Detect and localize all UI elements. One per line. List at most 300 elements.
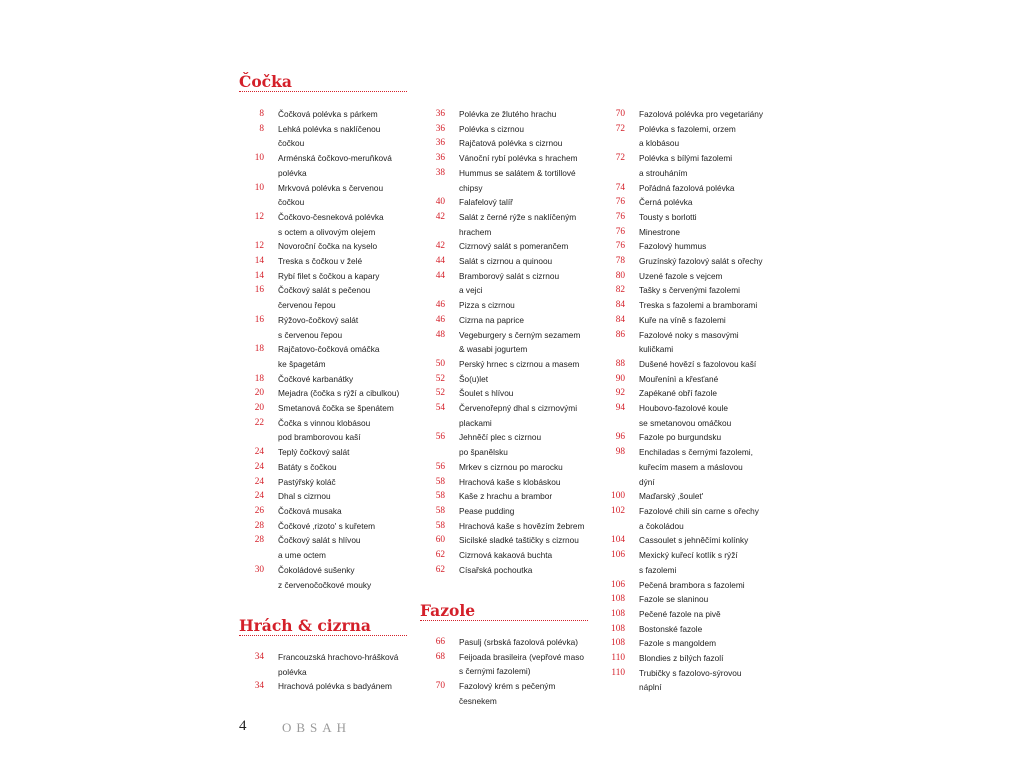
page-ref: 40	[435, 197, 445, 208]
toc-entry[interactable]	[600, 504, 790, 533]
page-ref: 70	[615, 109, 625, 119]
recipe-title	[459, 328, 580, 357]
section-divider	[239, 635, 407, 636]
toc-entry[interactable]	[420, 122, 600, 137]
recipe-title	[278, 489, 331, 504]
recipe-title-line: Pasulj (srbská fazolová polévka)	[459, 637, 578, 647]
toc-entry[interactable]	[420, 136, 600, 151]
toc-entry[interactable]	[239, 519, 415, 534]
recipe-title-line: Hrachová kaše s klobáskou	[459, 476, 561, 487]
recipe-title-line: a vejci	[459, 285, 483, 296]
toc-entry[interactable]	[420, 430, 600, 459]
page-ref: 36	[435, 138, 445, 149]
recipe-title-line: Sicilské sladké taštičky s cizrnou	[459, 535, 579, 546]
toc-entry[interactable]	[600, 592, 790, 607]
page-ref: 108	[611, 608, 625, 619]
toc-entry[interactable]	[600, 401, 790, 430]
recipe-title	[639, 239, 706, 254]
page-ref: 86	[615, 329, 625, 340]
recipe-title-line: Cizrnový salát s pomerančem	[459, 241, 569, 252]
page-ref: 108	[611, 594, 625, 605]
page-ref: 16	[254, 314, 264, 325]
toc-entry[interactable]	[600, 225, 790, 240]
toc-list-hrach-cizrna	[239, 650, 415, 694]
recipe-title-line: s fazolemi	[639, 564, 677, 575]
recipe-title-line: polévka	[278, 666, 307, 677]
page-ref: 28	[254, 520, 264, 531]
page-ref: 72	[615, 123, 625, 134]
toc-entry[interactable]	[600, 357, 790, 372]
page-ref: 106	[611, 579, 625, 590]
page-ref: 102	[611, 505, 625, 516]
recipe-title-line: Salát z černé rýže s naklíčeným	[459, 211, 577, 222]
recipe-title	[459, 195, 513, 210]
toc-entry[interactable]	[600, 151, 790, 180]
page-ref: 22	[254, 417, 264, 428]
recipe-title	[278, 122, 380, 151]
recipe-title-line: Fazolová polévka pro vegetariány	[639, 109, 764, 119]
toc-entry[interactable]	[420, 239, 600, 254]
page-ref: 20	[254, 388, 264, 399]
recipe-title-line: plackami	[459, 417, 492, 428]
recipe-title	[459, 679, 555, 708]
toc-entry[interactable]	[239, 313, 415, 342]
recipe-title	[278, 416, 370, 445]
recipe-title-line: Čočkový salát s hlívou	[278, 535, 361, 546]
toc-entry[interactable]	[600, 386, 790, 401]
toc-entry[interactable]	[239, 151, 415, 180]
recipe-title	[639, 504, 759, 533]
page-ref: 70	[435, 681, 445, 692]
page-ref: 76	[615, 211, 625, 222]
page-ref: 44	[435, 270, 445, 281]
recipe-title-line: Bostonské fazole	[639, 623, 703, 634]
recipe-title-line: Fazolové noky s masovými	[639, 329, 739, 340]
toc-entry[interactable]	[600, 651, 790, 666]
recipe-title-line: Čočková polévka s párkem	[278, 109, 378, 119]
toc-entry[interactable]	[239, 181, 415, 210]
toc-entry[interactable]	[420, 679, 600, 708]
recipe-title	[459, 650, 584, 679]
page-ref: 104	[611, 535, 625, 546]
recipe-title-line: s černými fazolemi)	[459, 666, 531, 677]
toc-list-hrach-cizrna-cont	[420, 107, 600, 578]
page-label: OBSAH	[282, 720, 352, 735]
page-ref: 76	[615, 241, 625, 252]
recipe-title-line: Tousty s borlotti	[639, 211, 697, 222]
toc-entry[interactable]	[600, 239, 790, 254]
section-title-cocka: Čočka	[239, 72, 292, 91]
recipe-title-line: po španělsku	[459, 447, 508, 458]
page-ref: 34	[254, 652, 264, 662]
recipe-title	[639, 489, 703, 504]
toc-entry[interactable]	[420, 313, 600, 328]
toc-entry[interactable]	[600, 636, 790, 651]
toc-entry[interactable]	[239, 563, 415, 592]
recipe-title	[639, 533, 748, 548]
recipe-title-line: Batáty s čočkou	[278, 461, 337, 472]
recipe-title-line: Blondies z bílých fazolí	[639, 653, 724, 664]
page-ref: 68	[435, 651, 445, 662]
recipe-title	[278, 445, 349, 460]
recipe-title-line: kuřecím masem a máslovou	[639, 461, 743, 472]
page-ref: 58	[435, 476, 445, 487]
toc-entry[interactable]	[420, 298, 600, 313]
toc-entry[interactable]	[239, 650, 415, 679]
toc-entry[interactable]	[239, 386, 415, 401]
toc-entry[interactable]	[600, 269, 790, 284]
recipe-title-line: Polévka s cizrnou	[459, 123, 525, 134]
toc-entry[interactable]	[239, 504, 415, 519]
recipe-title-line: Uzené fazole s vejcem	[639, 270, 723, 281]
recipe-title-line: Treska s čočkou v želé	[278, 256, 363, 267]
recipe-title-line: Zapékané obří fazole	[639, 388, 717, 399]
recipe-title	[459, 533, 579, 548]
page-ref: 90	[615, 373, 625, 384]
toc-entry[interactable]	[420, 195, 600, 210]
recipe-title-line: Minestrone	[639, 226, 681, 237]
toc-entry[interactable]	[420, 328, 600, 357]
toc-entry[interactable]	[420, 151, 600, 166]
recipe-title	[639, 578, 745, 593]
toc-entry[interactable]	[420, 210, 600, 239]
recipe-title-line: Rajčatovo-čočková omáčka	[278, 344, 380, 355]
recipe-title-line: Hrachová polévka s badyánem	[278, 681, 392, 692]
toc-list-fazole	[420, 635, 600, 709]
toc-column-1-lower	[239, 650, 415, 694]
toc-entry[interactable]	[600, 607, 790, 622]
toc-column-3	[600, 107, 790, 695]
toc-entry[interactable]	[600, 313, 790, 328]
toc-entry[interactable]	[420, 166, 600, 195]
recipe-title-line: Fazolový hummus	[639, 241, 707, 252]
page-ref: 24	[254, 476, 264, 487]
page-ref: 56	[435, 432, 445, 443]
section-divider	[239, 91, 407, 92]
recipe-title	[459, 151, 578, 166]
toc-entry[interactable]	[239, 283, 415, 312]
page-ref: 8	[259, 109, 264, 119]
page-ref: 94	[615, 403, 625, 414]
toc-entry[interactable]	[600, 181, 790, 196]
toc-entry[interactable]	[600, 254, 790, 269]
recipe-title-line: chipsy	[459, 182, 483, 193]
toc-entry[interactable]	[600, 107, 790, 122]
recipe-title-line: Šo(u)let	[459, 373, 489, 384]
recipe-title-line: s červenou řepou	[278, 329, 343, 340]
toc-entry[interactable]	[239, 489, 415, 504]
toc-entry[interactable]	[420, 475, 600, 490]
recipe-title-line: Jehněčí plec s cizrnou	[459, 432, 542, 443]
toc-entry[interactable]	[239, 533, 415, 562]
recipe-title-line: Fazole se slaninou	[639, 594, 709, 605]
recipe-title	[278, 563, 371, 592]
recipe-title-line: Polévka s bílými fazolemi	[639, 153, 733, 164]
recipe-title-line: Černá polévka	[639, 197, 693, 208]
toc-entry[interactable]	[420, 650, 600, 679]
recipe-title-line: Houbovo-fazolové koule	[639, 403, 729, 414]
recipe-title	[639, 195, 693, 210]
recipe-title-line: Šoulet s hlívou	[459, 388, 514, 399]
recipe-title	[459, 548, 552, 563]
toc-entry[interactable]	[600, 283, 790, 298]
page-ref: 30	[254, 564, 264, 575]
recipe-title	[459, 504, 514, 519]
toc-entry[interactable]	[420, 372, 600, 387]
page-ref: 76	[615, 197, 625, 208]
toc-entry[interactable]	[239, 122, 415, 151]
page-ref: 96	[615, 432, 625, 443]
recipe-title	[639, 269, 722, 284]
page-ref: 110	[611, 667, 625, 678]
recipe-title-line: a strouháním	[639, 167, 688, 178]
page-ref: 50	[435, 358, 445, 369]
page-ref: 72	[615, 153, 625, 164]
recipe-title	[278, 650, 398, 679]
page-ref: 36	[435, 153, 445, 164]
toc-entry[interactable]	[420, 460, 600, 475]
toc-list-cocka	[239, 107, 415, 592]
toc-entry[interactable]	[239, 445, 415, 460]
page-ref: 14	[254, 270, 264, 281]
page-ref: 12	[254, 211, 264, 222]
page-number: 4	[239, 718, 247, 734]
recipe-title	[639, 254, 763, 269]
toc-entry[interactable]	[600, 122, 790, 151]
toc-entry[interactable]	[600, 445, 790, 489]
recipe-title-line: Dhal s cizrnou	[278, 491, 331, 502]
recipe-title-line: Fazolový krém s pečeným	[459, 681, 556, 692]
page-ref: 110	[611, 653, 625, 664]
recipe-title-line: Smetanová čočka se špenátem	[278, 403, 394, 414]
recipe-title-line: Rybí filet s čočkou a kapary	[278, 270, 380, 281]
recipe-title-line: Polévka s fazolemi, orzem	[639, 123, 736, 134]
recipe-title	[459, 489, 552, 504]
recipe-title-line: Červenořepný dhal s cizrnovými	[459, 403, 578, 414]
page-ref: 78	[615, 256, 625, 267]
toc-entry[interactable]	[600, 430, 790, 445]
recipe-title-line: Mexický kuřecí kotlík s rýží	[639, 550, 738, 561]
recipe-title	[459, 298, 515, 313]
recipe-title-line: Fazolové chili sin carne s ořechy	[639, 505, 759, 516]
recipe-title	[639, 313, 726, 328]
recipe-title-line: Kaše z hrachu a brambor	[459, 491, 553, 502]
recipe-title	[459, 269, 559, 298]
recipe-title	[459, 635, 578, 650]
recipe-title	[278, 401, 394, 416]
recipe-title-line: Mrkvová polévka s červenou	[278, 182, 384, 193]
page-ref: 88	[615, 358, 625, 369]
recipe-title-line: Pastýřský koláč	[278, 476, 336, 487]
recipe-title-line: Lehká polévka s naklíčenou	[278, 123, 381, 134]
page-ref: 98	[615, 447, 625, 458]
recipe-title	[459, 563, 532, 578]
recipe-title	[459, 401, 577, 430]
recipe-title	[639, 122, 736, 151]
recipe-title	[459, 430, 541, 459]
recipe-title-line: Mrkev s cizrnou po marocku	[459, 461, 563, 472]
recipe-title-line: Hummus se salátem & tortillové	[459, 167, 576, 178]
recipe-title	[459, 210, 576, 239]
page-ref: 24	[254, 491, 264, 502]
recipe-title	[278, 151, 392, 180]
recipe-title-line: hrachem	[459, 226, 492, 237]
recipe-title	[278, 210, 384, 239]
toc-entry[interactable]	[600, 372, 790, 387]
recipe-title-line: Fazole po burgundsku	[639, 432, 722, 443]
page-ref: 84	[615, 314, 625, 325]
page-ref: 36	[435, 123, 445, 134]
toc-entry[interactable]	[600, 328, 790, 357]
recipe-title	[459, 166, 576, 195]
recipe-title-line: Císařská pochoutka	[459, 564, 533, 575]
page-ref: 80	[615, 270, 625, 281]
recipe-title-line: Kuře na víně s fazolemi	[639, 314, 726, 325]
recipe-title-line: Hrachová kaše s hovězím žebrem	[459, 520, 585, 531]
page-ref: 42	[435, 211, 445, 222]
recipe-title-line: Polévka ze žlutého hrachu	[459, 109, 557, 119]
recipe-title-line: Cassoulet s jehněčími kolínky	[639, 535, 749, 546]
toc-entry[interactable]	[239, 254, 415, 269]
toc-entry[interactable]	[600, 578, 790, 593]
recipe-title-line: & wasabi jogurtem	[459, 344, 528, 355]
toc-entry[interactable]	[420, 357, 600, 372]
toc-entry[interactable]	[420, 548, 600, 563]
toc-entry[interactable]	[239, 342, 415, 371]
recipe-title	[639, 181, 734, 196]
toc-entry[interactable]	[600, 666, 790, 695]
toc-entry[interactable]	[239, 210, 415, 239]
recipe-title-line: Treska s fazolemi a bramborami	[639, 300, 758, 311]
recipe-title	[278, 269, 379, 284]
recipe-title-line: Čočkové karbanátky	[278, 373, 354, 384]
section-divider	[420, 620, 588, 621]
recipe-title-line: Vegeburgery s černým sezamem	[459, 329, 581, 340]
toc-entry[interactable]	[600, 622, 790, 637]
page-ref: 16	[254, 285, 264, 296]
recipe-title-line: Čočka s vinnou klobásou	[278, 417, 371, 428]
recipe-title-line: a klobásou	[639, 138, 680, 149]
toc-entry[interactable]	[420, 504, 600, 519]
recipe-title-line: Francouzská hrachovo-hrášková	[278, 652, 399, 662]
toc-column-1	[239, 107, 415, 592]
page-ref: 12	[254, 241, 264, 252]
toc-entry[interactable]	[239, 239, 415, 254]
toc-entry[interactable]	[239, 269, 415, 284]
recipe-title	[459, 386, 513, 401]
recipe-title-line: Enchiladas s černými fazolemi,	[639, 447, 753, 458]
page-ref: 26	[254, 505, 264, 516]
recipe-title	[278, 519, 375, 534]
page-ref: 18	[254, 373, 264, 384]
recipe-title-line: z červenočočkové mouky	[278, 579, 372, 590]
toc-entry[interactable]	[420, 489, 600, 504]
toc-entry[interactable]	[239, 416, 415, 445]
recipe-title-line: Čokoládové sušenky	[278, 564, 355, 575]
recipe-title	[639, 386, 717, 401]
recipe-title	[278, 460, 337, 475]
toc-entry[interactable]	[420, 533, 600, 548]
toc-entry[interactable]	[239, 401, 415, 416]
recipe-title	[459, 107, 556, 122]
recipe-title-line: Čočkové ‚rizoto' s kuřetem	[278, 520, 376, 531]
recipe-title	[278, 342, 379, 371]
page-ref: 52	[435, 388, 445, 399]
recipe-title-line: Mejadra (čočka s rýží a cibulkou)	[278, 388, 400, 399]
recipe-title	[639, 592, 708, 607]
recipe-title	[639, 651, 723, 666]
page-ref: 58	[435, 520, 445, 531]
toc-entry[interactable]	[420, 254, 600, 269]
toc-entry[interactable]	[239, 460, 415, 475]
recipe-title	[459, 313, 524, 328]
toc-entry[interactable]	[420, 107, 600, 122]
page-ref: 38	[435, 167, 445, 178]
recipe-title	[639, 548, 738, 577]
recipe-title-line: polévka	[278, 167, 307, 178]
recipe-title-line: Čočkovo-česneková polévka	[278, 211, 384, 222]
toc-entry[interactable]	[600, 548, 790, 577]
page-ref: 92	[615, 388, 625, 399]
section-title-fazole: Fazole	[420, 601, 476, 620]
recipe-title	[639, 210, 697, 225]
recipe-title	[639, 622, 702, 637]
toc-entry[interactable]	[420, 519, 600, 534]
recipe-title	[639, 225, 680, 240]
recipe-title	[639, 636, 716, 651]
toc-entry[interactable]	[420, 563, 600, 578]
page-ref: 62	[435, 564, 445, 575]
recipe-title-line: Pečená brambora s fazolemi	[639, 579, 745, 590]
page-ref: 8	[259, 123, 264, 134]
toc-entry[interactable]	[600, 489, 790, 504]
recipe-title-line: náplní	[639, 682, 662, 693]
toc-entry[interactable]	[420, 401, 600, 430]
recipe-title	[278, 313, 358, 342]
recipe-title	[459, 254, 552, 269]
recipe-title	[278, 533, 361, 562]
toc-entry[interactable]	[600, 533, 790, 548]
recipe-title-line: Rajčatová polévka s cizrnou	[459, 138, 563, 149]
page-ref: 44	[435, 256, 445, 267]
recipe-title-line: Bramborový salát s cizrnou	[459, 270, 560, 281]
toc-entry[interactable]	[420, 635, 600, 650]
page-ref: 28	[254, 535, 264, 546]
recipe-title-line: kuličkami	[639, 344, 674, 355]
toc-entry[interactable]	[239, 475, 415, 490]
recipe-title-line: Fazole s mangoldem	[639, 638, 717, 649]
toc-entry[interactable]	[600, 195, 790, 210]
recipe-title-line: Teplý čočkový salát	[278, 447, 350, 458]
recipe-title	[639, 357, 756, 372]
toc-entry[interactable]	[239, 107, 415, 122]
recipe-title-line: čočkou	[278, 138, 305, 149]
toc-entry[interactable]	[600, 298, 790, 313]
toc-entry[interactable]	[420, 269, 600, 298]
page-ref: 108	[611, 623, 625, 634]
recipe-title-line: Vánoční rybí polévka s hrachem	[459, 153, 578, 164]
toc-entry[interactable]	[420, 386, 600, 401]
recipe-title	[459, 239, 568, 254]
toc-entry[interactable]	[600, 210, 790, 225]
page-ref: 84	[615, 300, 625, 311]
toc-entry[interactable]	[239, 372, 415, 387]
page-ref: 76	[615, 226, 625, 237]
recipe-title-line: Gruzínský fazolový salát s ořechy	[639, 256, 763, 267]
page-ref: 58	[435, 491, 445, 502]
recipe-title-line: Pořádná fazolová polévka	[639, 182, 735, 193]
toc-entry[interactable]	[239, 679, 415, 694]
